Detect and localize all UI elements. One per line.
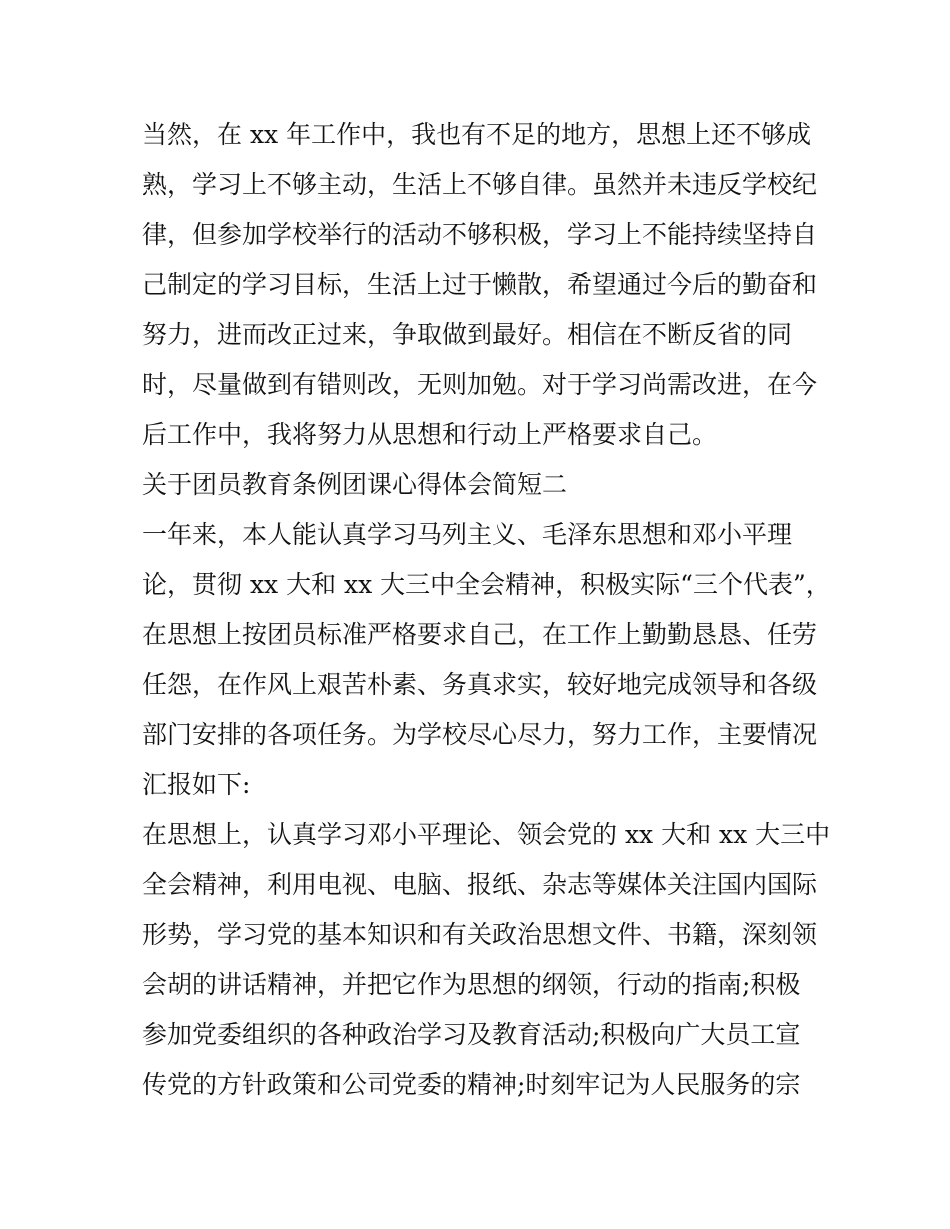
text-line: 会胡的讲话精神，并把它作为思想的纲领，行动的指南;积极 [142, 970, 801, 999]
text-line: 一年来，本人能认真学习马列主义、毛泽东思想和邓小平理 [142, 520, 793, 549]
text-line: 在思想上按团员标准严格要求自己，在工作上勤勤恳恳、任劳 [142, 620, 818, 649]
text-line: 参加党委组织的各种政治学习及教育活动;积极向广大员工宣 [142, 1020, 801, 1049]
text-line: 时，尽量做到有错则改，无则加勉。对于学习尚需改进，在今 [142, 370, 818, 399]
document-body [142, 110, 832, 1110]
text-line: 努力，进而改正过来，争取做到最好。相信在不断反省的同 [142, 320, 793, 349]
text-line: 任怨，在作风上艰苦朴素、务真求实，较好地完成领导和各级 [142, 670, 818, 699]
text-line: 在思想上，认真学习邓小平理论、领会党的 xx 大和 xx 大三中 [142, 820, 831, 849]
text-line: 形势，学习党的基本知识和有关政治思想文件、书籍，深刻领 [142, 920, 818, 949]
text-line: 全会精神，利用电视、电脑、报纸、杂志等媒体关注国内国际 [142, 870, 818, 899]
text-line: 熟，学习上不够主动，生活上不够自律。虽然并未违反学校纪 [142, 170, 818, 199]
section-heading: 关于团员教育条例团课心得体会简短二 [142, 470, 568, 499]
text-line: 后工作中，我将努力从思想和行动上严格要求自己。 [142, 420, 718, 449]
text-line: 部门安排的各项任务。为学校尽心尽力，努力工作，主要情况 [142, 720, 818, 749]
text-line: 汇报如下: [142, 770, 251, 799]
text-line: 律，但参加学校举行的活动不够积极，学习上不能持续坚持自 [142, 220, 818, 249]
text-line: 论，贯彻 xx 大和 xx 大三中全会精神，积极实际“三个代表”， [142, 570, 831, 599]
text-line: 传党的方针政策和公司党委的精神;时刻牢记为人民服务的宗 [142, 1070, 801, 1099]
text-line: 当然，在 xx 年工作中，我也有不足的地方，思想上还不够成 [142, 120, 812, 149]
text-line: 己制定的学习目标，生活上过于懒散，希望通过今后的勤奋和 [142, 270, 818, 299]
